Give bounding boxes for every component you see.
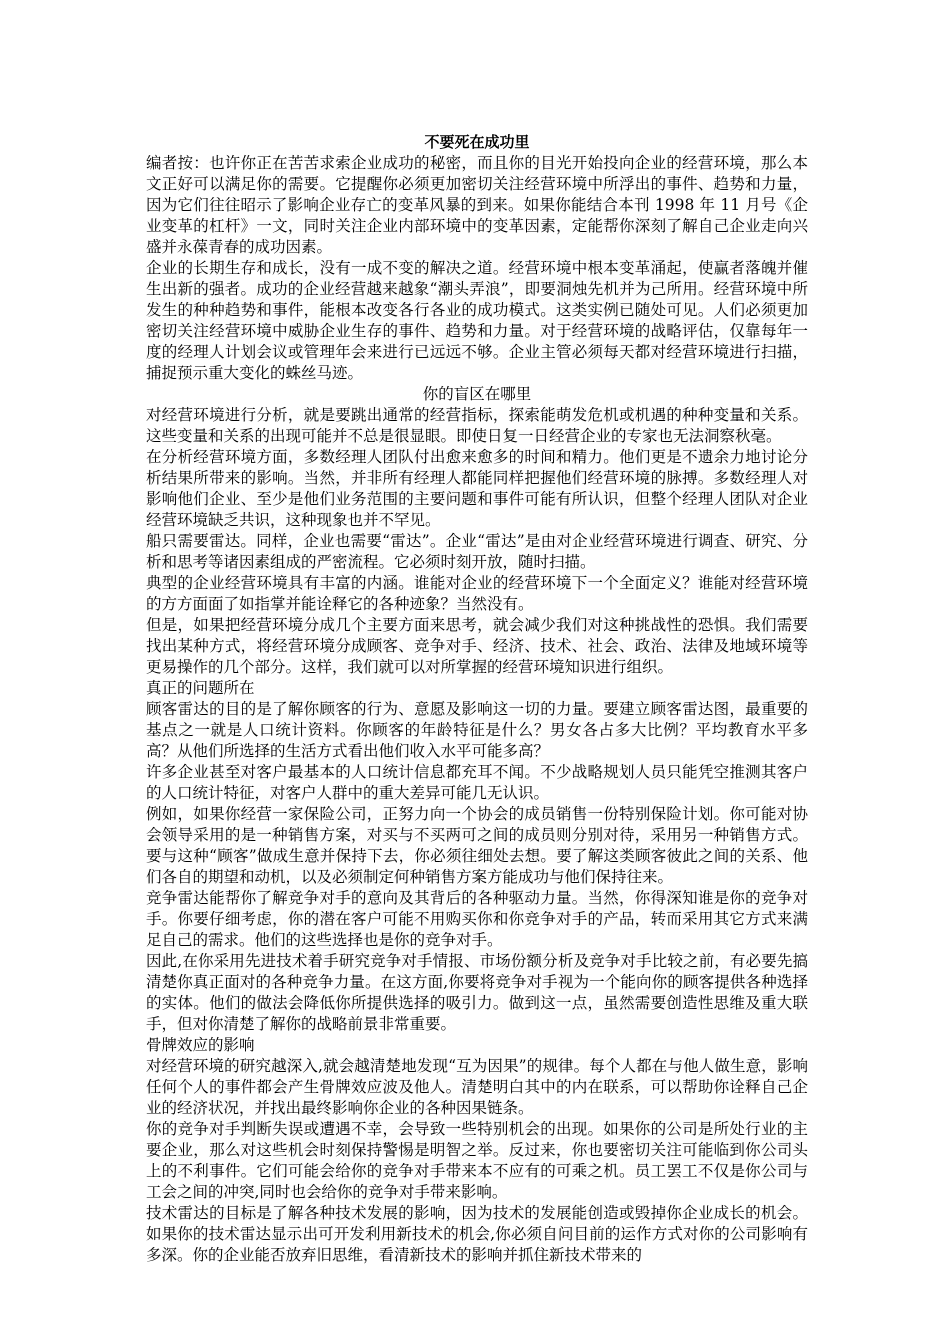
paragraph: 对经营环境的研究越深入,就会越清楚地发现“互为因果”的规律。每个人都在与他人做生意，影响任何个人的事件都会产生骨牌效应波及他人。清楚明白其中的内在联系，可以帮助你诠释自己企业的经济状况，并找出最终影响你企业的各种因果链条。 — [146, 1057, 808, 1117]
paragraph: 例如，如果你经营一家保险公司，正努力向一个协会的成员销售一份特别保险计划。你可能对协会领导采用的是一种销售方案，对买与不买两可之间的成员则分别对待，采用另一种销售方式。要与这种“顾客”做成生意并保持下去，你必须往细处去想。要了解这类顾客彼此之间的关系、他们各自的期望和动机，以及必须制定何种销售方案方能成功与他们保持往来。 — [146, 805, 808, 886]
paragraph: 但是，如果把经营环境分成几个主要方面来思考，就会减少我们对这种挑战性的恐惧。我们需要找出某种方式，将经营环境分成顾客、竞争对手、经济、技术、社会、政治、法律及地域环境等更易操作的几个部分。这样，我们就可以对所掌握的经营环境知识进行组织。 — [146, 616, 808, 676]
document-body — [146, 153, 808, 1266]
paragraph: 因此,在你采用先进技术着手研究竞争对手情报、市场份额分析及竞争对手比较之前，有必要先搞清楚你真正面对的各种竞争力量。在这方面,你要将竞争对手视为一个能向你的顾客提供各种选择的实体。他们的做法会降低你所提供选择的吸引力。做到这一点，虽然需要创造性思维及重大联手，但对你清楚了解你的战略前景非常重要。 — [146, 952, 808, 1033]
paragraph: 你的竞争对手判断失误或遭遇不幸，会导致一些特别机会的出现。如果你的公司是所处行业的主要企业，那么对这些机会时刻保持警惕是明智之举。反过来，你也要密切关注可能临到你公司头上的不利事件。它们可能会给你的竞争对手带来本不应有的可乘之机。员工罢工不仅是你公司与工会之间的冲突,同时也会给你的竞争对手带来影响。 — [146, 1120, 808, 1201]
paragraph: 竞争雷达能帮你了解竞争对手的意向及其背后的各种驱动力量。当然，你得深知谁是你的竞争对手。你要仔细考虑，你的潜在客户可能不用购买你和你竞争对手的产品，转而采用其它方式来满足自己的需求。他们的这些选择也是你的竞争对手。 — [146, 889, 808, 949]
paragraph: 许多企业甚至对客户最基本的人口统计信息都充耳不闻。不少战略规划人员只能凭空推测其客户的人口统计特征，对客户人群中的重大差异可能几无认识。 — [146, 763, 808, 802]
paragraph: 在分析经营环境方面，多数经理人团队付出愈来愈多的时间和精力。他们更是不遗余力地讨论分析结果所带来的影响。当然，并非所有经理人都能同样把握他们经营环境的脉搏。多数经理人对影响他们企业、至少是他们业务范围的主要问题和事件可能有所认识，但整个经理人团队对企业经营环境缺乏共识，这种现象也并不罕见。 — [146, 448, 808, 529]
paragraph: 企业的长期生存和成长，没有一成不变的解决之道。经营环境中根本变革涌起，使赢者落魄并催生出新的强者。成功的企业经营越来越象“潮头弄浪”，即要洞烛先机并为己所用。经营环境中所发生的种种趋势和事件，能根本改变各行各业的成功模式。这类实例已随处可见。人们必须更加密切关注经营环境中威胁企业生存的事件、趋势和力量。对于经营环境的战略评估，仅靠每年一度的经理人计划会议或管理年会来进行已远远不够。企业主管必须每天都对经营环境进行扫描，捕捉预示重大变化的蛛丝马迹。 — [146, 259, 808, 382]
section-heading: 你的盲区在哪里 — [422, 385, 532, 403]
paragraph: 对经营环境进行分析，就是要跳出通常的经营指标，探索能萌发危机或机遇的种种变量和关系。这些变量和关系的出现可能并不总是很显眼。即使日复一日经营企业的专家也无法洞察秋毫。 — [146, 406, 808, 445]
paragraph: 编者按：也许你正在苦苦求索企业成功的秘密，而且你的目光开始投向企业的经营环境，那么本文正好可以满足你的需要。它提醒你必须更加密切关注经营环境中所浮出的事件、趋势和力量，因为它们往往昭示了影响企业存亡的变革风暴的到来。如果你能结合本刊 1998 年 11 月号《企业变革的杠杆》一文，同时关注企业内部环境中的变革因素，定能帮你深刻了解自己企业走向兴盛并永葆青春的成功因素。 — [146, 154, 808, 256]
paragraph: 顾客雷达的目的是了解你顾客的行为、意愿及影响这一切的力量。要建立顾客雷达图，最重要的基点之一就是人口统计资料。你顾客的年龄特征是什么？男女各占多大比例？平均教育水平多高？从他们所选择的生活方式看出他们收入水平可能多高？ — [146, 700, 808, 760]
paragraph: 船只需要雷达。同样，企业也需要“雷达”。企业“雷达”是由对企业经营环境进行调查、研究、分析和思考等诸因素组成的严密流程。它必须时刻开放，随时扫描。 — [146, 532, 808, 571]
document-page — [146, 132, 808, 1266]
paragraph: 技术雷达的目标是了解各种技术发展的影响，因为技术的发展能创造或毁掉你企业成长的机会。 如果你的技术雷达显示出可开发利用新技术的机会,你必须自问目前的运作方式对你的公司影响有多深。你的企业能否放弃旧思维，看清新技术的影响并抓住新技术带来的 — [146, 1204, 808, 1264]
section-heading: 骨牌效应的影响 — [146, 1036, 255, 1054]
paragraph: 典型的企业经营环境具有丰富的内涵。谁能对企业的经营环境下一个全面定义？谁能对经营环境的方方面面了如指掌并能诠释它的各种迹象？当然没有。 — [146, 574, 808, 613]
section-heading: 真正的问题所在 — [146, 679, 255, 697]
document-title: 不要死在成功里 — [424, 133, 530, 151]
